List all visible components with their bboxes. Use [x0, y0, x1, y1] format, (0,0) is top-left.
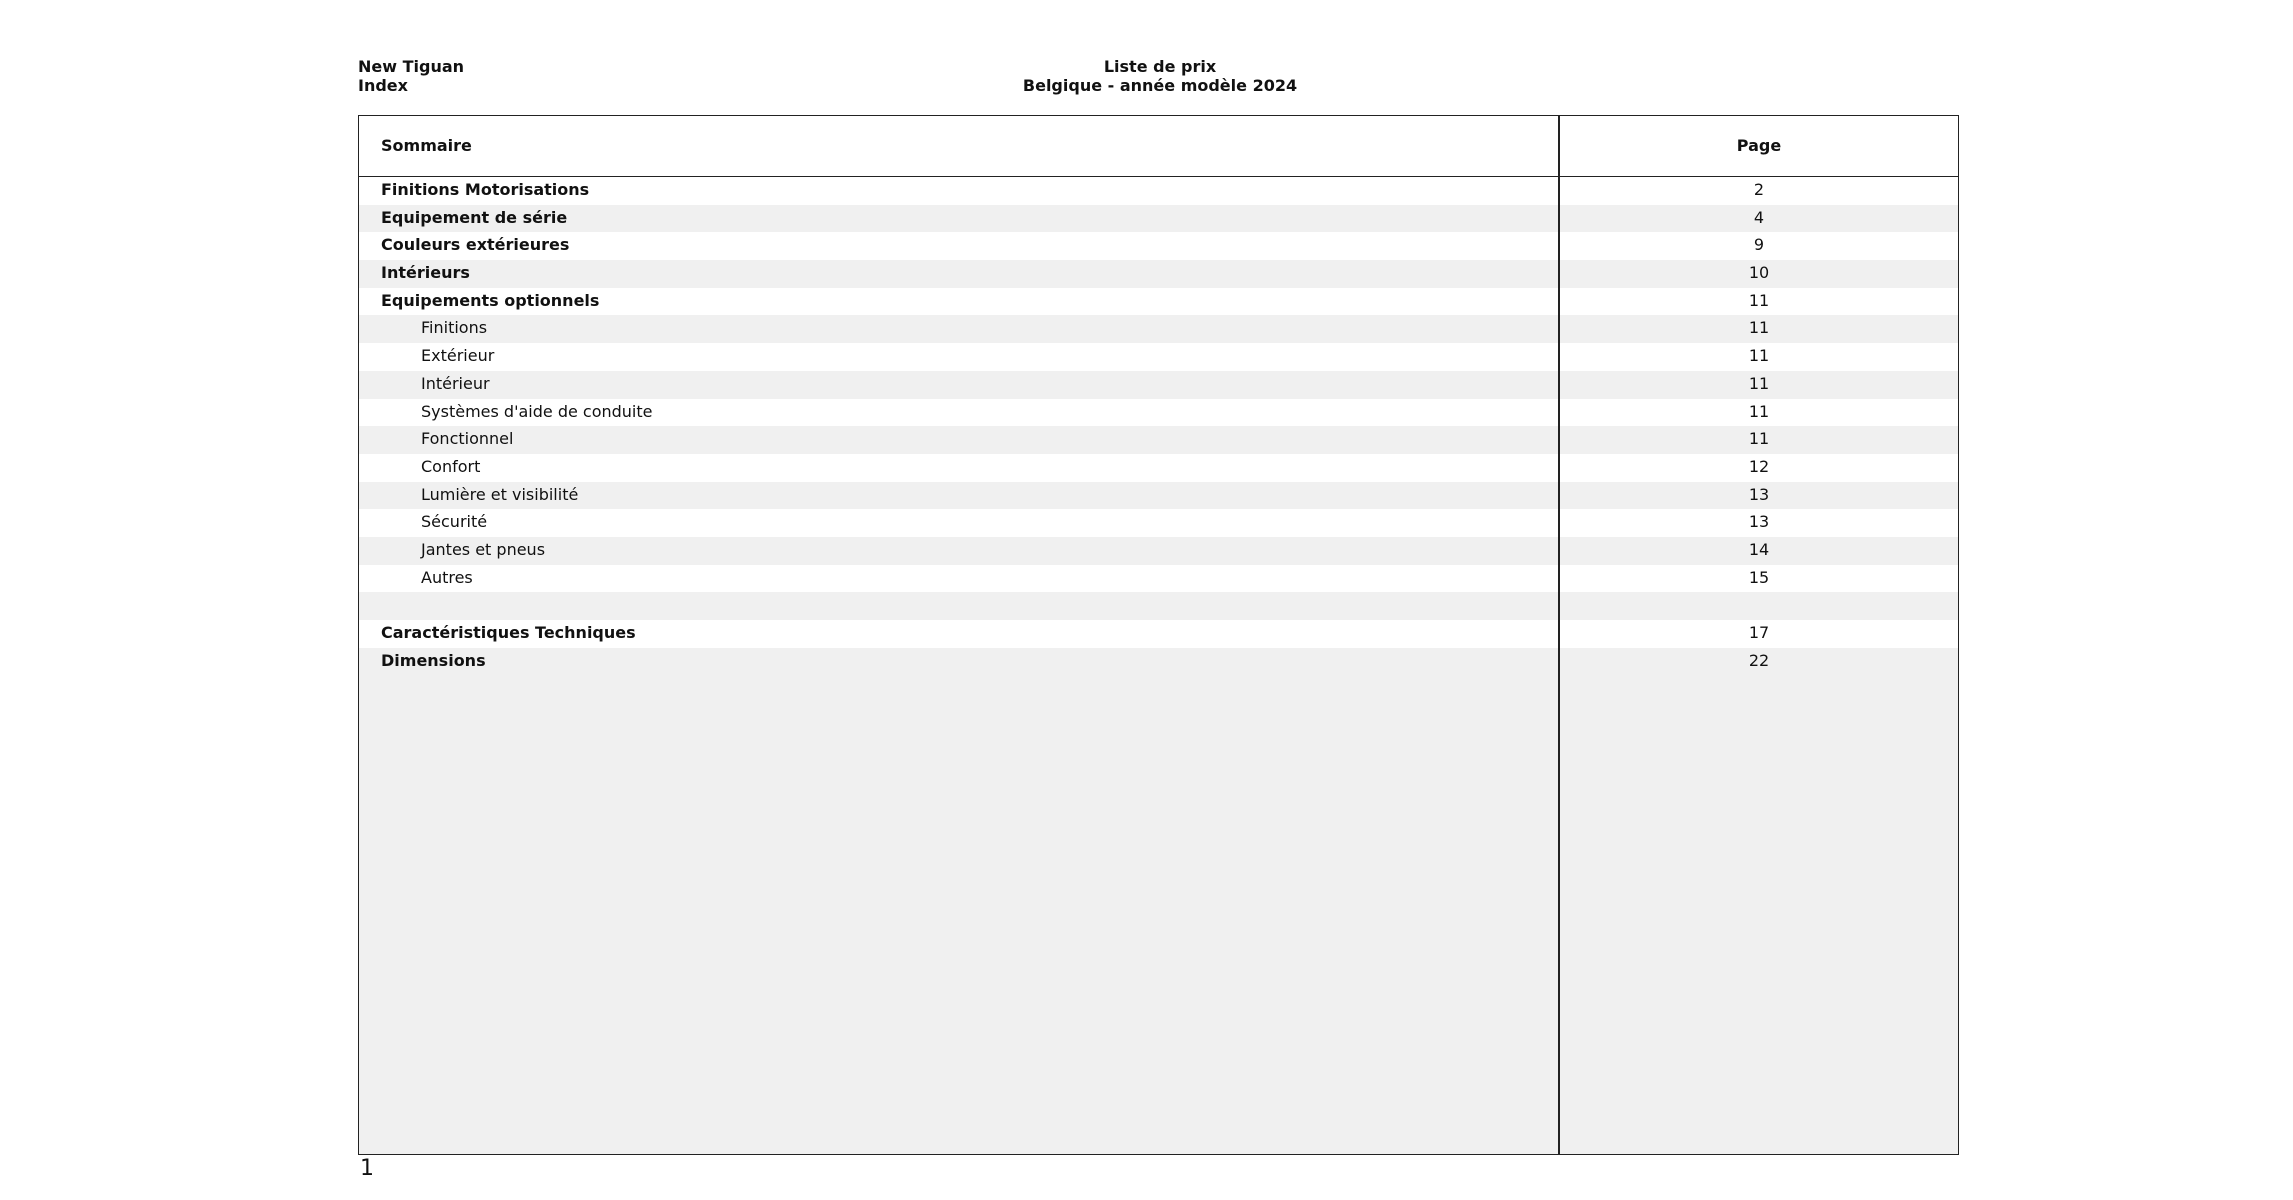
row-label: Equipements optionnels — [381, 290, 600, 310]
row-page: 15 — [1748, 567, 1770, 587]
row-label: Systèmes d'aide de conduite — [421, 401, 653, 421]
row-page: 14 — [1748, 539, 1770, 559]
section-name: Index — [358, 76, 408, 95]
row-page: 11 — [1748, 401, 1770, 421]
row-page: 17 — [1748, 623, 1770, 642]
document-subtitle: Belgique - année modèle 2024 — [1022, 76, 1298, 95]
table-row — [359, 177, 1958, 205]
table-header — [359, 116, 1958, 177]
table-row — [359, 260, 1958, 288]
table-row — [359, 426, 1958, 454]
row-page: 11 — [1748, 318, 1770, 338]
table-row — [359, 315, 1958, 343]
table-row — [359, 371, 1958, 399]
column-header-page: Page — [1736, 136, 1782, 155]
table-body — [359, 177, 1958, 675]
column-header-summary: Sommaire — [381, 136, 472, 155]
row-label: Extérieur — [421, 346, 495, 366]
row-page: 22 — [1748, 650, 1770, 670]
table-row — [359, 232, 1958, 260]
model-name: New Tiguan — [358, 57, 465, 76]
row-page: 13 — [1748, 512, 1770, 532]
row-label: Sécurité — [421, 512, 488, 532]
row-label: Autres — [421, 567, 473, 587]
row-label: Caractéristiques Techniques — [381, 623, 636, 642]
row-page: 11 — [1748, 373, 1770, 393]
row-page: 11 — [1748, 429, 1770, 449]
row-label: Fonctionnel — [421, 429, 514, 449]
table-row — [359, 620, 1958, 648]
table-row — [359, 648, 1958, 676]
row-label: Finitions Motorisations — [381, 180, 590, 199]
table-row — [359, 343, 1958, 371]
row-label: Confort — [421, 456, 481, 476]
row-page: 11 — [1748, 346, 1770, 366]
row-label: Intérieur — [421, 373, 490, 393]
row-label: Intérieurs — [381, 263, 470, 283]
table-row — [359, 537, 1958, 565]
table-row — [359, 592, 1958, 620]
row-label: Dimensions — [381, 650, 486, 670]
row-label: Finitions — [421, 318, 488, 338]
row-label: Couleurs extérieures — [381, 235, 570, 255]
table-row — [359, 454, 1958, 482]
table-row — [359, 288, 1958, 316]
row-page: 2 — [1753, 180, 1765, 199]
row-label: Equipement de série — [381, 207, 568, 227]
row-page: 4 — [1753, 207, 1765, 227]
table-row — [359, 399, 1958, 427]
row-page: 9 — [1753, 235, 1765, 255]
document-header-center — [960, 57, 1360, 95]
row-page: 12 — [1748, 456, 1770, 476]
page-number: 1 — [360, 1156, 374, 1181]
row-label: Lumière et visibilité — [421, 484, 579, 504]
row-page: 11 — [1748, 290, 1770, 310]
row-label: Jantes et pneus — [421, 539, 546, 559]
table-row — [359, 205, 1958, 233]
index-table — [358, 115, 1959, 1155]
document-title: Liste de prix — [1103, 57, 1217, 76]
column-divider — [1558, 116, 1560, 1154]
row-page: 13 — [1748, 484, 1770, 504]
table-row — [359, 509, 1958, 537]
table-row — [359, 482, 1958, 510]
row-page: 10 — [1748, 263, 1770, 283]
table-row — [359, 565, 1958, 593]
document-header-left — [358, 57, 464, 95]
